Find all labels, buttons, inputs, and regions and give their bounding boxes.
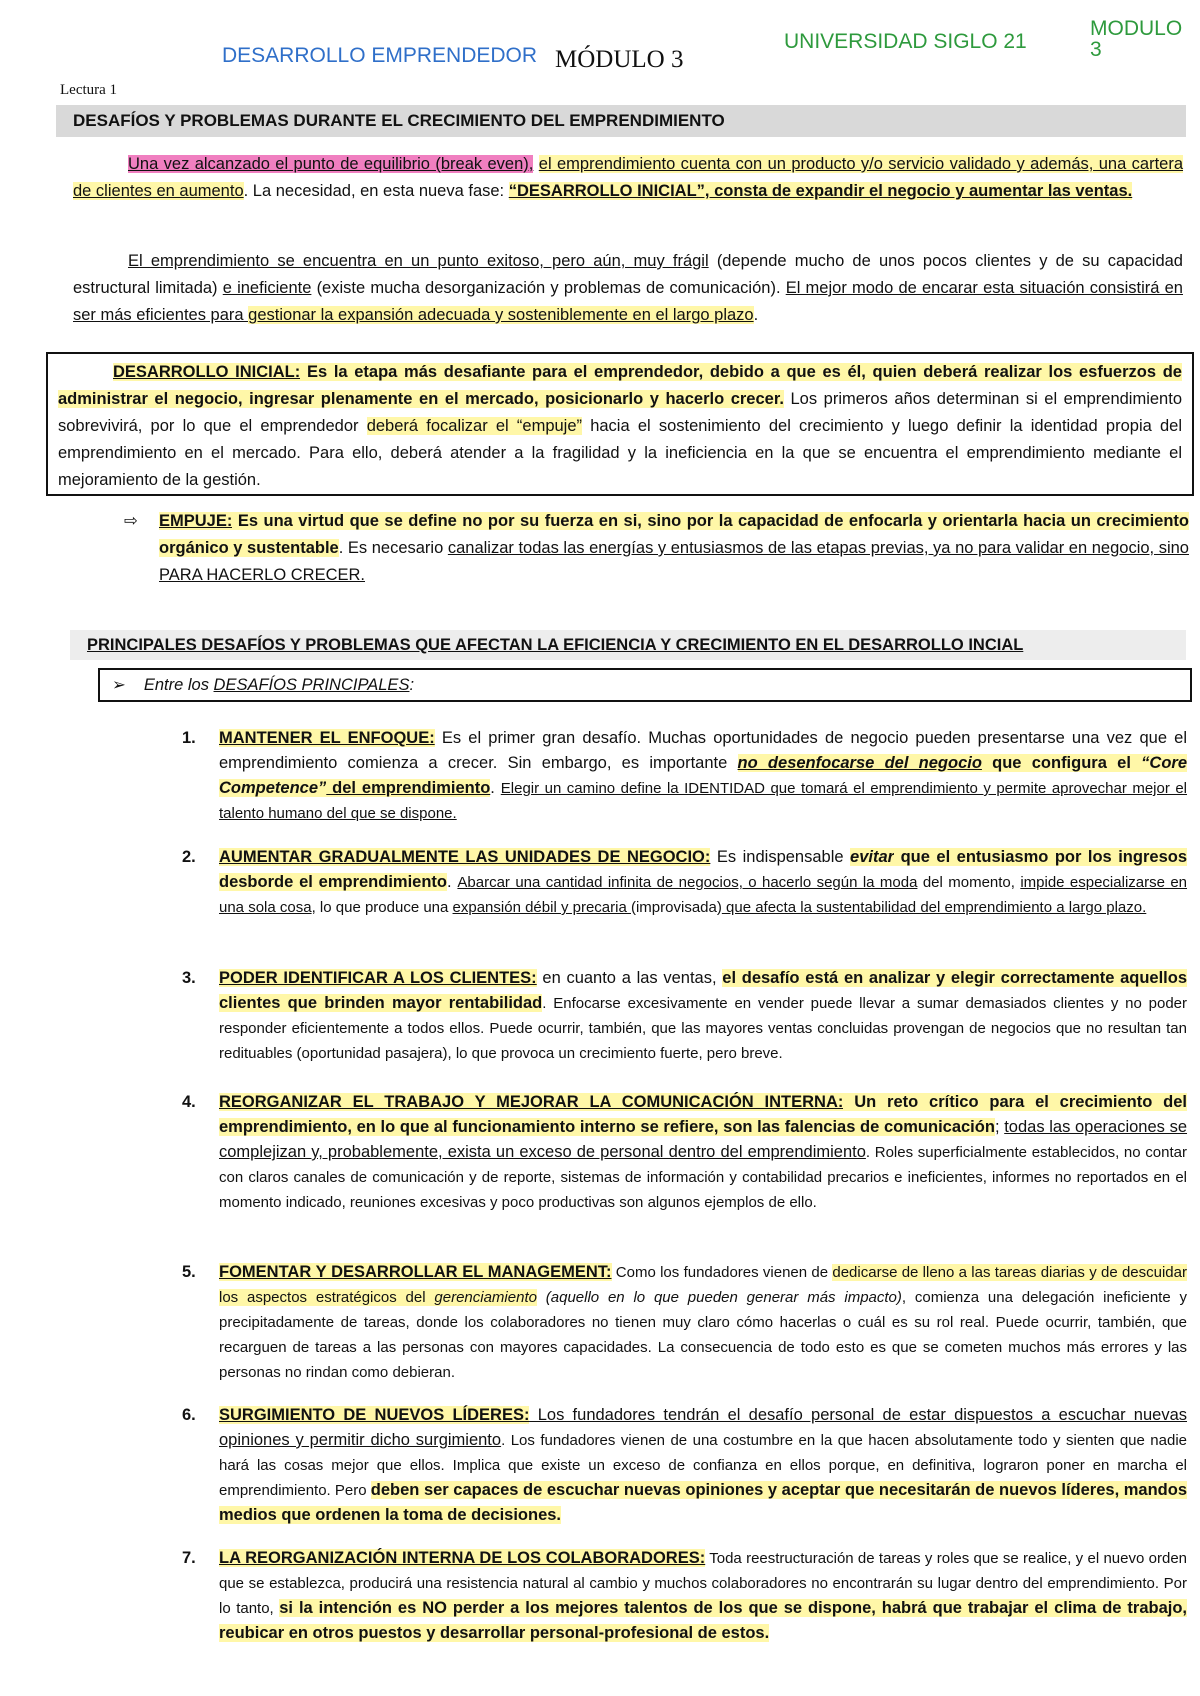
item-5-text-b: dedicarse de lleno a las tareas diarias y de descuidar los aspectos estratégicos del	[219, 1264, 1187, 1306]
list-item-heading: MANTENER EL ENFOQUE:	[219, 729, 435, 747]
list-item	[182, 1260, 1187, 1385]
item-2-text-j: que afecta la sustentabilidad del emprendimiento a largo plazo.	[721, 899, 1147, 916]
item-1-text-d: .	[490, 779, 501, 797]
arrow-icon: ⇨	[124, 512, 138, 530]
section-heading-text: PRINCIPALES DESAFÍOS Y PROBLEMAS QUE AFECTAN LA EFICIENCIA Y CRECIMIENTO EN EL DESARROLLO INCIAL	[87, 636, 1024, 654]
item-7-text: Toda reestructuración de tareas y roles que se realice, y el nuevo orden que se establezca, producirá una resistencia natural al cambio y muchos colaboradores no encontrarán su lugar dentro del emprendimiento. Por lo tanto,	[219, 1550, 1188, 1617]
item-2-text: Es indispensable	[710, 848, 851, 866]
item-3-text-c: . Enfocarse excesivamente en vender puede llevar a sumar demasiados clientes y no poder responder eficientemente a todos ellos. Puede ocurrir, también, que las mayores ventas concluidas provengan de negocios que no resultan tan redituables (oportunidad pasajera), lo que provoca un crecimiento fuerte, pero breve.	[219, 995, 1188, 1062]
item-6-text: Los fundadores tendrán el desafío personal de estar dispuestos a escuchar nuevas opiniones y permitir dicho surgimiento	[219, 1406, 1188, 1449]
list-item-heading: AUMENTAR GRADUALMENTE LAS UNIDADES DE NEGOCIO:	[219, 848, 711, 866]
box-heading: DESARROLLO INICIAL:	[113, 363, 301, 381]
entre-text-b: DESAFÍOS PRINCIPALES	[213, 676, 410, 694]
entre-text-a: Entre los	[143, 676, 214, 694]
list-item-heading: FOMENTAR Y DESARROLLAR EL MANAGEMENT:	[219, 1263, 612, 1281]
p2-text-f: gestionar la expansión adecuada y sosteniblemente en el largo plazo	[248, 306, 754, 324]
item-2-text-g: , lo que produce una	[311, 899, 453, 916]
item-2-text-h: expansión débil y precaria	[452, 899, 631, 916]
list-item-number: 6.	[182, 1406, 196, 1424]
p1-text-b: el emprendimiento cuenta con un producto y/o servicio validado y además, una cartera de clientes en aumento	[73, 155, 1184, 200]
arrowhead-bullet-icon: ➢	[112, 676, 126, 694]
empuje-text-d: canalizar todas las energías y entusiasmos de las etapas previas, ya no para validar en negocio, sino PARA HACERLO CRECER.	[159, 539, 1189, 584]
item-5-text: Como los fundadores vienen de	[611, 1264, 833, 1281]
empuje-text-c: . Es necesario	[338, 539, 448, 557]
list-item	[182, 1403, 1187, 1528]
item-1-text-e: Elegir un camino define la IDENTIDAD que tomará el emprendimiento y permite aprovechar mejor el talento humano del que se dispone.	[219, 780, 1188, 822]
entre-text-c: :	[409, 676, 415, 694]
document-title: DESAFÍOS Y PROBLEMAS DURANTE EL CRECIMIENTO DEL EMPRENDIMIENTO	[56, 105, 1186, 137]
item-5-text-c: gerenciamiento	[434, 1289, 537, 1306]
list-item-number: 2.	[182, 848, 196, 866]
p1-text-a: Una vez alcanzado el punto de equilibrio (break even),	[128, 155, 534, 173]
list-item-heading: SURGIMIENTO DE NUEVOS LÍDERES:	[219, 1406, 530, 1424]
header-module: MÓDULO 3	[555, 46, 684, 73]
header-university: UNIVERSIDAD SIGLO 21	[784, 30, 1027, 53]
desarrollo-inicial-box	[46, 352, 1194, 496]
item-2-text-b: que el entusiasmo por los ingresos desborde el emprendimiento	[219, 848, 1187, 891]
item-2-text-e: del momento,	[917, 874, 1021, 891]
list-item	[182, 845, 1187, 920]
list-item-heading: PODER IDENTIFICAR A LOS CLIENTES:	[219, 969, 537, 987]
item-2-text-evitar: evitar	[850, 848, 895, 866]
item-2-text-c: .	[447, 873, 458, 891]
list-item	[182, 1546, 1187, 1646]
box-text-d: deberá focalizar el “empuje”	[366, 417, 583, 435]
item-5-text-e: , comienza una delegación ineficiente y precipitadamente de tareas, donde los colaboradores no tienen muy claro cómo hacerlas o cuál es su rol real. Puede ocurrir, también, que recarguen de tareas a las personas con mayores capacidades. La consecuencia de todo esto es que se cometen muchos más errores y las personas no rindan como debieran.	[219, 1289, 1187, 1381]
item-5-text-d: (aquello en lo que pueden generar más impacto)	[536, 1289, 902, 1306]
item-1-text-emph: no desenfocarse del negocio	[737, 754, 982, 772]
p2-text-a: El emprendimiento se encuentra en un punto exitoso, pero aún, muy frágil	[128, 252, 709, 270]
empuje-bullet	[124, 508, 1189, 589]
item-4-text: Un reto crítico para el crecimiento del emprendimiento, en lo que al funcionamiento interno se refiere, son las falencias de comunicación	[219, 1093, 1187, 1136]
item-6-text-c: deben ser capaces de escuchar nuevas opiniones y aceptar que necesitarán de nuevos líderes, mandos medios que ordenen la toma de decisiones.	[219, 1481, 1188, 1524]
empuje-text-b: Es una virtud que se define no por su fuerza en si, sino por la capacidad de enfocarla y orientarla hacia un crecimiento orgánico y sustentable	[159, 512, 1189, 557]
list-item	[182, 726, 1187, 826]
item-4-text-d: . Roles superficialmente establecidos, no contar con claros canales de comunicación y de reporte, sistemas de información y contabilidad precarios e ineficientes, informes no reportados en el momento indicado, reuniones excesivas y poco productivas son algunos ejemplos de ello.	[219, 1144, 1187, 1211]
list-item-heading: REORGANIZAR EL TRABAJO Y MEJORAR LA COMUNICACIÓN INTERNA:	[219, 1093, 844, 1111]
item-1-core-competence: “Core Competence”	[219, 754, 1187, 797]
list-item	[182, 1090, 1187, 1215]
p2-text-e: El mejor modo de encarar esta situación consistirá en ser más eficientes para	[73, 279, 1183, 324]
header-module-right: MODULO 3	[1090, 17, 1183, 61]
list-item-number: 4.	[182, 1093, 196, 1111]
lectura-label: Lectura 1	[60, 82, 118, 98]
item-3-text: en cuanto a las ventas,	[536, 969, 723, 987]
list-item-number: 5.	[182, 1263, 196, 1281]
item-4-text-c: todas las operaciones se complejizan y, probablemente, exista un exceso de personal dentro del emprendimiento	[219, 1118, 1188, 1161]
list-item-number: 3.	[182, 969, 196, 987]
item-1-text-c: del emprendimiento	[326, 779, 491, 797]
section-heading	[70, 630, 1186, 660]
p2-text-d: (existe mucha desorganización y problemas de comunicación).	[311, 279, 786, 297]
header-course-title: DESARROLLO EMPRENDEDOR	[222, 44, 538, 67]
item-2-text-d: Abarcar una cantidad infinita de negocios, o hacerlo según la moda	[457, 874, 918, 891]
list-item	[182, 966, 1187, 1066]
item-2-text-i: (improvisada)	[630, 899, 722, 916]
item-7-text-b: si la intención es NO perder a los mejores talentos de los que se dispone, habrá que trabajar el clima de trabajo, reubicar en otros puestos y desarrollar personal-profesional de estos.	[219, 1599, 1187, 1642]
intro-paragraph-2	[73, 248, 1183, 329]
box-text-e: hacia el sostenimiento del crecimiento y luego definir la identidad propia del emprendimiento en el mercado. Para ello, deberá atender a la fragilidad y la ineficiencia en la que se encuentra el emprendimiento mediante el mejoramiento de la gestión.	[58, 417, 1182, 489]
empuje-heading: EMPUJE:	[159, 512, 233, 530]
item-1-text: Es el primer gran desafío. Muchas oportunidades de negocio pueden presentarse una vez que el emprendimiento comienza a crecer. Sin embargo, es importante	[219, 729, 1187, 772]
p1-text-c: . La necesidad, en esta nueva fase:	[243, 182, 509, 200]
list-item-number: 1.	[182, 729, 196, 747]
p2-text-g: .	[753, 306, 759, 324]
box-text-b: Es la etapa más desafiante para el emprendedor, debido a que es él, quien deberá realizar los esfuerzos de administrar el negocio, ingresar plenamente en el mercado, posicionarlo y hacerlo crecer.	[58, 363, 1182, 408]
box-text-c: Los primeros años determinan si el emprendimiento sobrevivirá, por lo que el emprendedor	[58, 390, 1182, 435]
item-6-text-b: . Los fundadores vienen de una costumbre en la que hacen absolutamente todo y sienten que nadie hará las cosas mejor que ellos. Implica que existe un exceso de confianza en ellos porque, en definitiva, lograron poner en marcha el emprendimiento. Pero	[219, 1432, 1187, 1499]
list-item-heading: LA REORGANIZACIÓN INTERNA DE LOS COLABORADORES:	[219, 1549, 706, 1567]
intro-paragraph-1	[73, 151, 1183, 205]
item-4-text-b: ;	[994, 1118, 1005, 1136]
item-3-text-b: el desafío está en analizar y elegir correctamente aquellos clientes que brinden mayor rentabilidad	[219, 969, 1188, 1012]
p2-text-c: e ineficiente	[222, 279, 312, 297]
list-item-number: 7.	[182, 1549, 196, 1567]
p2-text-b: (depende mucho de unos pocos clientes y de su capacidad estructural limitada)	[73, 252, 1183, 297]
item-2-text-f: impide especializarse en una sola cosa	[219, 874, 1188, 916]
desafios-intro-box	[98, 668, 1192, 702]
p1-text-d: “DESARROLLO INICIAL”, consta de expandir el negocio y aumentar las ventas.	[508, 182, 1133, 200]
item-1-text-b: que configura el	[981, 754, 1142, 772]
